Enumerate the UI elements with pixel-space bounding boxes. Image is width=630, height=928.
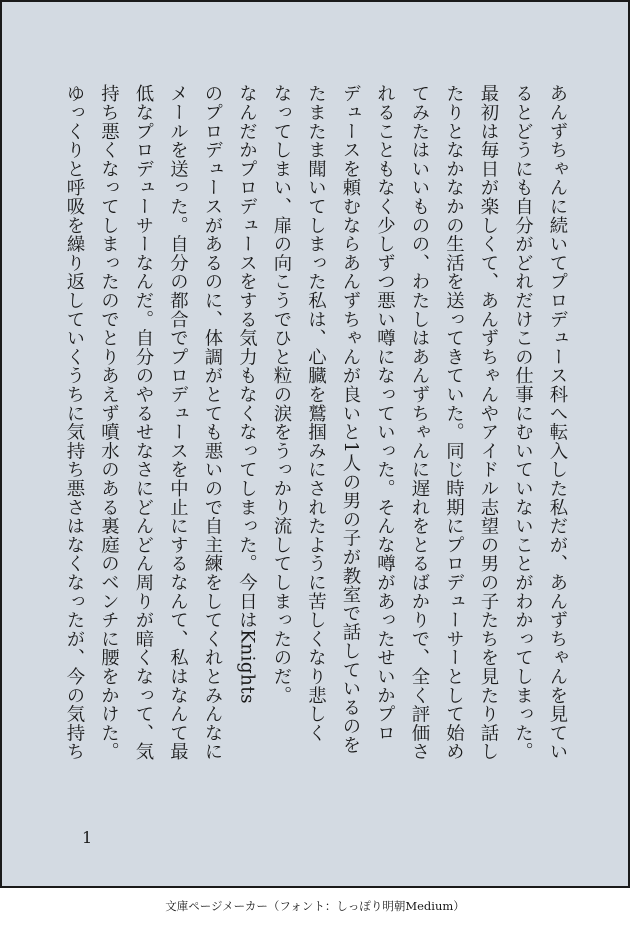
- text-column: たまたま聞いてしまった私は、心臓を鷲掴みにされたように苦しくなり悲しく: [305, 84, 327, 742]
- text-column: 低なプロデューサーなんだ。自分のやるせなさにどんどん周りが暗くなって、気: [133, 84, 154, 761]
- text-column: るとどうにも自分がどれだけこの仕事にむいていないことがわかってしまった。: [512, 84, 534, 761]
- text-column: デュースを頼むならあんずちゃんが良いと1人の男の子が教室で話しているのを: [340, 84, 361, 755]
- text-column: ゆっくりと呼吸を繰り返していくうちに気持ち悪さはなくなったが、今の気持ち: [64, 84, 85, 761]
- text-column: れることもなく少しずつ悪い噂になっていった。そんな噂があったせいかプロ: [374, 84, 396, 742]
- text-column: 持ち悪くなってしまったのでとりあえず噴水のある裏庭のベンチに腰をかけた。: [98, 84, 120, 761]
- text-column: なってしまい、扉の向こうでひと粒の涙をうっかり流してしまったのだ。: [271, 84, 292, 705]
- vertical-text-block: [57, 84, 575, 804]
- text-column: なんだかプロデュースをする気力もなくなってしまった。今日はKnights: [236, 84, 258, 704]
- text-column: メールを送った。自分の都合でプロデュースを中止にするなんて、私はなんて最: [167, 84, 189, 761]
- footer-caption: 文庫ページメーカー（フォント：しっぽり明朝Medium）: [165, 899, 465, 913]
- text-column: 最初は毎日が楽しくて、あんずちゃんやアイドル志望の男の子たちを見たり話し: [478, 84, 499, 761]
- text-column: のプロデュースがあるのに、体調がとても悪いので自主練をしてくれとみんなに: [202, 84, 223, 761]
- text-column: てみたはいいものの、わたしはあんずちゃんに遅れをとるばかりで、全く評価さ: [409, 84, 430, 761]
- text-column: たりとなかなかの生活を送ってきていた。同じ時期にプロデューサーとして始め: [443, 84, 465, 761]
- page-number: 1: [82, 828, 93, 847]
- text-column: あんずちゃんに続いてプロデュース科へ転入した私だが、あんずちゃんを見てい: [547, 84, 568, 761]
